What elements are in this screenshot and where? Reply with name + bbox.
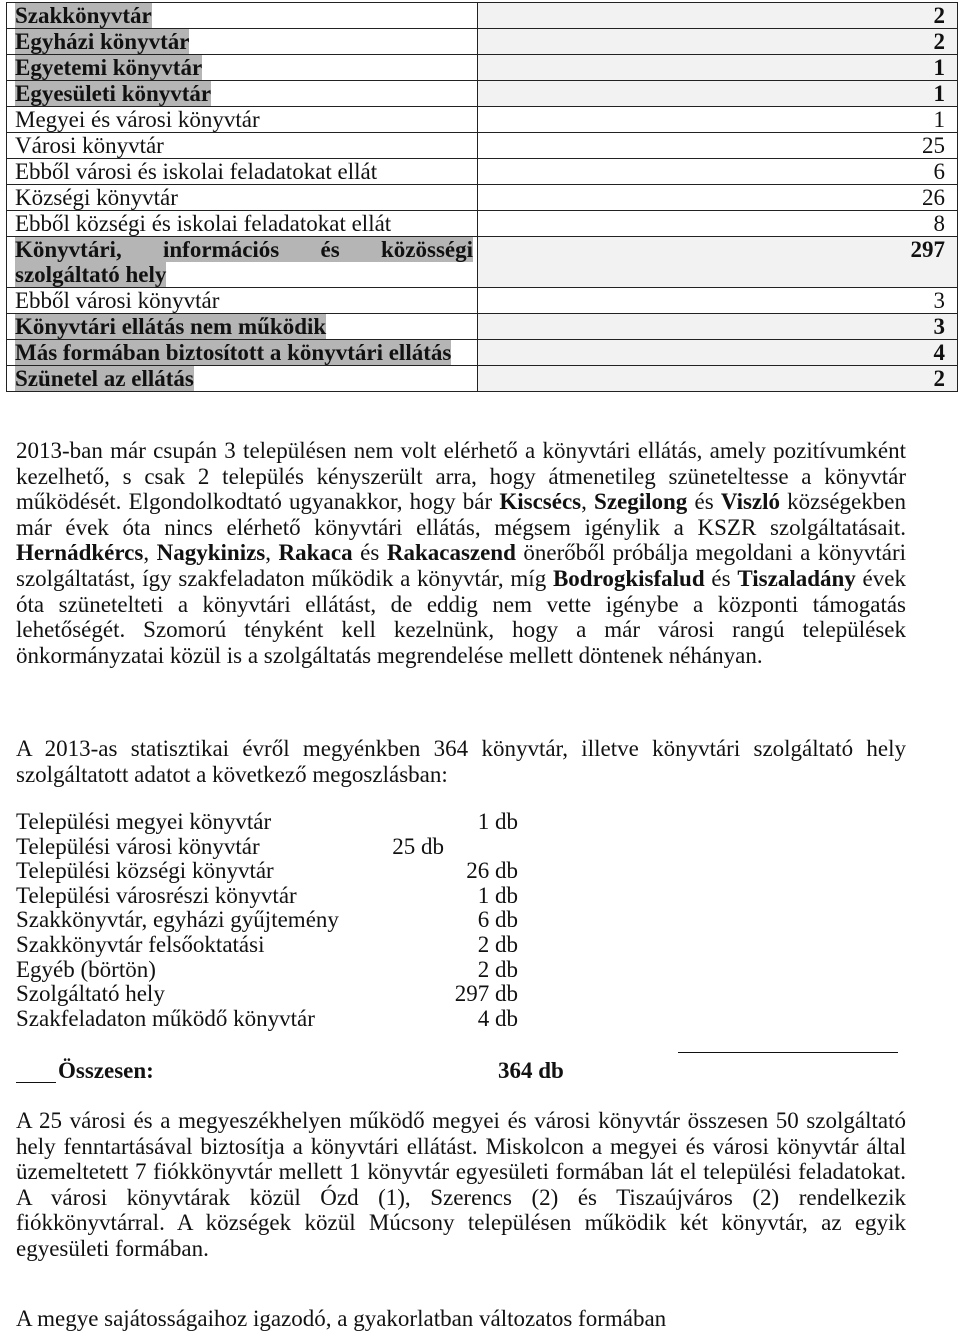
list-item-label: Szakfeladaton működő könyvtár (16, 1005, 315, 1031)
list-item-value: 2 db (477, 931, 518, 957)
list-item (16, 835, 576, 860)
row-label-cell (7, 55, 478, 81)
table-row (7, 211, 958, 237)
row-label: Ebből városi könyvtár (15, 288, 220, 313)
p1-text: községekben már évek óta nincs elérhető könyvtári ellátás, mégsem igénylik a KSZR szolgáltatásait. (16, 489, 906, 540)
paragraph-service-coverage (16, 438, 906, 668)
p1-text: önerőből próbálja megoldani a könyvtári szolgáltatást, így szakfeladaton működik a könyvtár, míg (16, 540, 907, 591)
settlement-tiszaladany: Tiszaladány (737, 565, 856, 591)
settlement-hernadkercs: Hernádkércs (16, 540, 144, 566)
row-label-cell (7, 3, 478, 29)
list-item-value: 2 db (477, 956, 518, 982)
row-label-cell (7, 237, 478, 288)
list-item-value: 1 db (477, 882, 518, 908)
p1-text: 2013-ban már csupán 3 településen nem volt elérhető a könyvtári ellátás, amely pozitívumként kezelhető, s csak 2 település kényszerült arra, hogy átmenetileg szüneteltesse a könyvtár működését. Elgondolkodtató ugyanakkor, hogy bár (16, 438, 906, 515)
list-item-label: Szolgáltató hely (16, 981, 165, 1007)
row-value: 1 (478, 107, 958, 133)
total-value: 364 db (498, 1058, 564, 1083)
paragraph-city-libraries: A 25 városi és a megyeszékhelyen működő megyei és városi könyvtár összesen 50 szolgáltató hely fenntartásával biztosítja a könyvtári ellátást. Miskolcon a megyei és városi könyvtár által üzemeltetett 7 fiókkönyvtár mellett 1 könyvtár egyesületi formában lát el települési feladatokat. A városi könyvtárak közül Ózd (1), Szerencs (2) és Tiszaújváros (2) rendelkezik fiókkönyvtárral. A községek közül Múcsony településen működik két könyvtár, az egyik egyesületi formában. (16, 1108, 906, 1261)
row-label: Községi könyvtár (15, 185, 178, 210)
p1-text: és (352, 540, 387, 566)
row-label: Városi könyvtár (15, 133, 164, 158)
table-row (7, 314, 958, 340)
row-label: Egyetemi könyvtár (15, 55, 203, 80)
row-value: 6 (478, 159, 958, 185)
row-value: 1 (478, 81, 958, 107)
settlement-kiscsecs: Kiscsécs (499, 489, 582, 515)
table-row (7, 340, 958, 366)
list-item (16, 884, 576, 909)
table-row (7, 29, 958, 55)
table-row (7, 133, 958, 159)
list-item-value: 25 db (392, 833, 444, 859)
row-value: 297 (478, 237, 958, 288)
row-label-cell (7, 185, 478, 211)
settlement-rakaca: Rakaca (278, 540, 353, 566)
row-value: 26 (478, 185, 958, 211)
row-label-cell (7, 29, 478, 55)
row-label: Egyházi könyvtár (15, 29, 190, 54)
table-row (7, 288, 958, 314)
row-value: 2 (478, 366, 958, 392)
row-value: 1 (478, 55, 958, 81)
row-value: 25 (478, 133, 958, 159)
list-item-value: 1 db (477, 809, 518, 834)
row-label: Ebből községi és iskolai feladatokat ellát (15, 211, 392, 236)
settlement-szegilong: Szegilong (594, 489, 688, 515)
p1-text: , (581, 489, 595, 515)
list-item (16, 859, 576, 884)
library-stats-body (7, 3, 958, 392)
list-item-label: Települési városrészi könyvtár (16, 882, 297, 908)
settlement-viszlo: Viszló (720, 489, 781, 515)
paragraph-statistics-intro: A 2013-as statisztikai évről megyénkben 364 könyvtár, illetve könyvtári szolgáltató hely szolgáltatott adatot a következő megoszlásban: (16, 736, 906, 787)
row-value: 2 (478, 3, 958, 29)
row-label-cell (7, 159, 478, 185)
paragraph-county-specifics: A megye sajátosságaihoz igazodó, a gyakorlatban változatos formában (16, 1306, 667, 1331)
list-item (16, 810, 576, 835)
row-label-cell (7, 211, 478, 237)
total-label: Összesen: (58, 1058, 154, 1083)
row-value: 4 (478, 340, 958, 366)
p1-text: és (687, 489, 721, 515)
row-label-cell (7, 340, 478, 366)
p1-text: , (143, 540, 157, 566)
list-item-label: Szakkönyvtár felsőoktatási (16, 931, 265, 957)
p1-text: és (704, 565, 738, 591)
row-label: Könyvtári, információs és közösségi szolgáltató hely (15, 237, 473, 287)
distribution-list (16, 810, 576, 1031)
list-item (16, 982, 576, 1007)
list-item-value: 26 db (466, 858, 518, 884)
list-item (16, 908, 576, 933)
row-value: 8 (478, 211, 958, 237)
list-item (16, 933, 576, 958)
settlement-rakacaszend: Rakacaszend (386, 540, 516, 566)
row-value: 3 (478, 314, 958, 340)
table-row (7, 107, 958, 133)
library-stats-table (6, 2, 958, 392)
list-item (16, 958, 576, 983)
table-row (7, 366, 958, 392)
list-item-value: 297 db (454, 981, 518, 1007)
row-label-cell (7, 314, 478, 340)
rule-line (678, 1052, 898, 1053)
row-value: 2 (478, 29, 958, 55)
list-item-label: Települési megyei könyvtár (16, 809, 272, 834)
table-row (7, 237, 958, 288)
row-label: Könyvtári ellátás nem működik (15, 314, 327, 339)
row-label: Ebből városi és iskolai feladatokat ellát (15, 159, 378, 184)
row-value: 3 (478, 288, 958, 314)
settlement-nagykinizs: Nagykinizs (156, 540, 266, 566)
row-label: Szünetel az ellátás (15, 366, 194, 391)
row-label: Szakkönyvtár (15, 3, 152, 28)
list-item-label: Települési községi könyvtár (16, 858, 274, 884)
list-item-label: Települési városi könyvtár (16, 833, 260, 859)
list-item-label: Egyéb (börtön) (16, 956, 156, 982)
list-item-label: Szakkönyvtár, egyházi gyűjtemény (16, 907, 339, 933)
list-item-value: 4 db (477, 1005, 518, 1031)
table-row (7, 185, 958, 211)
settlement-bodrogkisfalud: Bodrogkisfalud (552, 565, 705, 591)
row-label-cell (7, 366, 478, 392)
p1-text: , (265, 540, 279, 566)
p1-text: évek óta szünetelteti a könyvtári ellátást, de eddig nem vette igénybe a központi támogatás lehetőségét. Szomorú tényként kell kezelnünk, hogy a már városi rangú települések önkormányzatai közül is a szolgáltatás megrendelése mellett döntenek néhányan. (16, 565, 906, 668)
total-row (16, 1058, 576, 1083)
table-row (7, 55, 958, 81)
row-label-cell (7, 107, 478, 133)
list-item-value: 6 db (477, 907, 518, 933)
row-label: Megyei és városi könyvtár (15, 107, 260, 132)
table-row (7, 3, 958, 29)
list-item (16, 1007, 576, 1032)
row-label: Más formában biztosított a könyvtári ellátás (15, 340, 452, 365)
total-leader-line (16, 1062, 56, 1083)
row-label-cell (7, 288, 478, 314)
row-label: Egyesületi könyvtár (15, 81, 212, 106)
row-label-cell (7, 133, 478, 159)
table-row (7, 81, 958, 107)
row-label-cell (7, 81, 478, 107)
table-row (7, 159, 958, 185)
